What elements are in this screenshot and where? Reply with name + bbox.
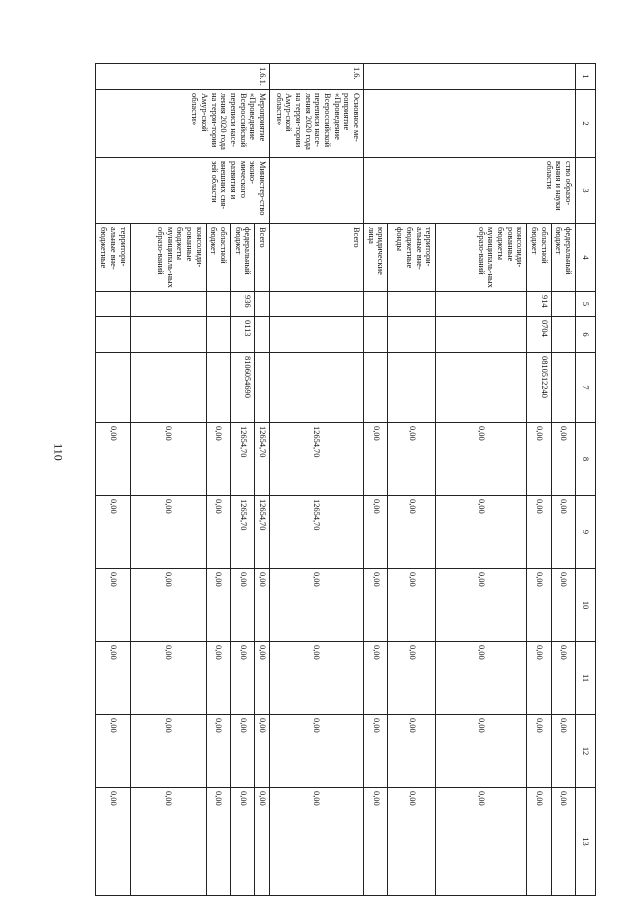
value-cell: 0,00 bbox=[364, 715, 388, 788]
header-cell: 4 bbox=[576, 224, 596, 292]
funding-source: Всего bbox=[255, 224, 270, 292]
value-cell: 0,00 bbox=[436, 496, 527, 569]
value-cell: 0,00 bbox=[206, 642, 230, 715]
activity-name: Мероприятие «Проведение Всероссийской переписи насе-ления 2020 года на терри-тории Амур-ской области» bbox=[95, 90, 269, 158]
code-grbs: 936 bbox=[231, 292, 255, 317]
code-csr bbox=[95, 353, 130, 423]
value-cell: 0,00 bbox=[231, 715, 255, 788]
value-cell: 0,00 bbox=[527, 788, 551, 896]
value-cell: 0,00 bbox=[551, 569, 575, 642]
code-rzpr bbox=[270, 317, 364, 353]
header-cell: 1 bbox=[576, 64, 596, 90]
value-cell: 0,00 bbox=[95, 423, 130, 496]
value-cell: 0,00 bbox=[527, 569, 551, 642]
activity-name: Основное ме-роприятие «Проведение Всероссийской переписи насе-ления 2020 года на терри-тории Амур-ской области» bbox=[270, 90, 364, 158]
value-cell: 0,00 bbox=[206, 496, 230, 569]
value-cell: 0,00 bbox=[206, 715, 230, 788]
funding-source: территори-альные вне-бюджетные фонды bbox=[388, 224, 436, 292]
header-cell: 11 bbox=[576, 642, 596, 715]
value-cell: 0,00 bbox=[551, 496, 575, 569]
value-cell: 0,00 bbox=[388, 496, 436, 569]
value-cell: 0,00 bbox=[231, 642, 255, 715]
header-cell: 12 bbox=[576, 715, 596, 788]
value-cell: 0,00 bbox=[130, 423, 206, 496]
code-csr bbox=[388, 353, 436, 423]
value-cell: 0,00 bbox=[436, 715, 527, 788]
page-number: 110 bbox=[51, 443, 66, 461]
value-cell: 0,00 bbox=[255, 788, 270, 896]
code-rzpr: 0704 bbox=[527, 317, 551, 353]
value-cell: 12654,70 bbox=[255, 496, 270, 569]
value-cell: 0,00 bbox=[527, 715, 551, 788]
value-cell: 12654,70 bbox=[255, 423, 270, 496]
code-csr bbox=[255, 353, 270, 423]
value-cell: 0,00 bbox=[231, 788, 255, 896]
value-cell: 0,00 bbox=[388, 642, 436, 715]
header-cell: 6 bbox=[576, 317, 596, 353]
value-cell: 0,00 bbox=[206, 569, 230, 642]
header-cell: 9 bbox=[576, 496, 596, 569]
table-row bbox=[270, 64, 364, 896]
row-number: 1.6.1. bbox=[95, 64, 269, 90]
header-cell: 13 bbox=[576, 788, 596, 896]
value-cell: 0,00 bbox=[527, 423, 551, 496]
funding-source: территори-альные вне-бюджетные bbox=[95, 224, 130, 292]
value-cell: 0,00 bbox=[95, 788, 130, 896]
code-grbs bbox=[130, 292, 206, 317]
header-cell: 8 bbox=[576, 423, 596, 496]
value-cell: 0,00 bbox=[130, 496, 206, 569]
table-row bbox=[551, 64, 575, 896]
value-cell: 12654,70 bbox=[270, 423, 364, 496]
code-grbs bbox=[255, 292, 270, 317]
value-cell: 0,00 bbox=[95, 569, 130, 642]
value-cell: 0,00 bbox=[95, 642, 130, 715]
value-cell: 0,00 bbox=[270, 642, 364, 715]
value-cell: 0,00 bbox=[388, 423, 436, 496]
value-cell: 0,00 bbox=[388, 569, 436, 642]
code-grbs bbox=[551, 292, 575, 317]
code-csr: 0810512240 bbox=[527, 353, 551, 423]
code-grbs: 914 bbox=[527, 292, 551, 317]
funding-source: федеральный бюджет bbox=[231, 224, 255, 292]
value-cell: 0,00 bbox=[130, 788, 206, 896]
value-cell: 12654,70 bbox=[270, 496, 364, 569]
value-cell: 0,00 bbox=[95, 496, 130, 569]
value-cell: 0,00 bbox=[364, 788, 388, 896]
funding-source: консолиди-рованные бюджеты муниципаль-ных образо-ваний bbox=[130, 224, 206, 292]
value-cell: 0,00 bbox=[364, 569, 388, 642]
funding-source: федеральный бюджет bbox=[551, 224, 575, 292]
code-csr bbox=[270, 353, 364, 423]
value-cell: 0,00 bbox=[270, 569, 364, 642]
value-cell: 0,00 bbox=[551, 423, 575, 496]
value-cell: 0,00 bbox=[527, 496, 551, 569]
value-cell: 0,00 bbox=[551, 642, 575, 715]
value-cell: 0,00 bbox=[364, 642, 388, 715]
value-cell: 0,00 bbox=[95, 715, 130, 788]
value-cell: 0,00 bbox=[255, 715, 270, 788]
code-csr: 8106054690 bbox=[231, 353, 255, 423]
executor: ство образо-вания и науки области bbox=[364, 158, 576, 224]
value-cell: 0,00 bbox=[436, 569, 527, 642]
value-cell: 0,00 bbox=[388, 788, 436, 896]
code-csr bbox=[551, 353, 575, 423]
budget-table bbox=[95, 63, 596, 896]
code-rzpr bbox=[130, 317, 206, 353]
value-cell: 0,00 bbox=[551, 715, 575, 788]
value-cell: 0,00 bbox=[364, 423, 388, 496]
value-cell: 0,00 bbox=[270, 715, 364, 788]
header-cell: 10 bbox=[576, 569, 596, 642]
funding-source: областной бюджет bbox=[527, 224, 551, 292]
value-cell: 0,00 bbox=[130, 569, 206, 642]
code-grbs bbox=[270, 292, 364, 317]
value-cell: 0,00 bbox=[130, 715, 206, 788]
header-cell: 3 bbox=[576, 158, 596, 224]
value-cell: 0,00 bbox=[255, 642, 270, 715]
header-cell: 2 bbox=[576, 90, 596, 158]
executor: Министер-ство эконо-мического развития и внешних свя-зей области bbox=[95, 158, 269, 224]
table-row bbox=[255, 64, 270, 896]
code-csr bbox=[130, 353, 206, 423]
code-grbs bbox=[364, 292, 388, 317]
value-cell: 0,00 bbox=[436, 423, 527, 496]
header-cell: 7 bbox=[576, 353, 596, 423]
code-grbs bbox=[388, 292, 436, 317]
value-cell: 0,00 bbox=[551, 788, 575, 896]
row-number: 1.6. bbox=[270, 64, 364, 90]
value-cell: 12654,70 bbox=[231, 423, 255, 496]
code-rzpr bbox=[551, 317, 575, 353]
value-cell: 0,00 bbox=[206, 788, 230, 896]
rotated-table-container bbox=[81, 63, 596, 875]
code-rzpr: 0113 bbox=[231, 317, 255, 353]
executor bbox=[270, 158, 364, 224]
value-cell: 0,00 bbox=[436, 642, 527, 715]
code-csr bbox=[364, 353, 388, 423]
header-row bbox=[576, 64, 596, 896]
value-cell: 12654,70 bbox=[231, 496, 255, 569]
value-cell: 0,00 bbox=[130, 642, 206, 715]
value-cell: 0,00 bbox=[527, 642, 551, 715]
code-grbs bbox=[206, 292, 230, 317]
funding-source: консолиди-рованные бюджеты муниципаль-ных образо-ваний bbox=[436, 224, 527, 292]
activity-name bbox=[364, 90, 576, 158]
value-cell: 0,00 bbox=[270, 788, 364, 896]
funding-source: Всего bbox=[270, 224, 364, 292]
code-csr bbox=[436, 353, 527, 423]
value-cell: 0,00 bbox=[255, 569, 270, 642]
code-rzpr bbox=[364, 317, 388, 353]
code-rzpr bbox=[436, 317, 527, 353]
value-cell: 0,00 bbox=[364, 496, 388, 569]
code-rzpr bbox=[206, 317, 230, 353]
value-cell: 0,00 bbox=[388, 715, 436, 788]
code-rzpr bbox=[95, 317, 130, 353]
value-cell: 0,00 bbox=[231, 569, 255, 642]
header-cell: 5 bbox=[576, 292, 596, 317]
code-csr bbox=[206, 353, 230, 423]
code-grbs bbox=[436, 292, 527, 317]
funding-source: юридические лица bbox=[364, 224, 388, 292]
code-rzpr bbox=[255, 317, 270, 353]
row-number bbox=[364, 64, 576, 90]
code-rzpr bbox=[388, 317, 436, 353]
code-grbs bbox=[95, 292, 130, 317]
funding-source: областной бюджет bbox=[206, 224, 230, 292]
value-cell: 0,00 bbox=[206, 423, 230, 496]
value-cell: 0,00 bbox=[436, 788, 527, 896]
